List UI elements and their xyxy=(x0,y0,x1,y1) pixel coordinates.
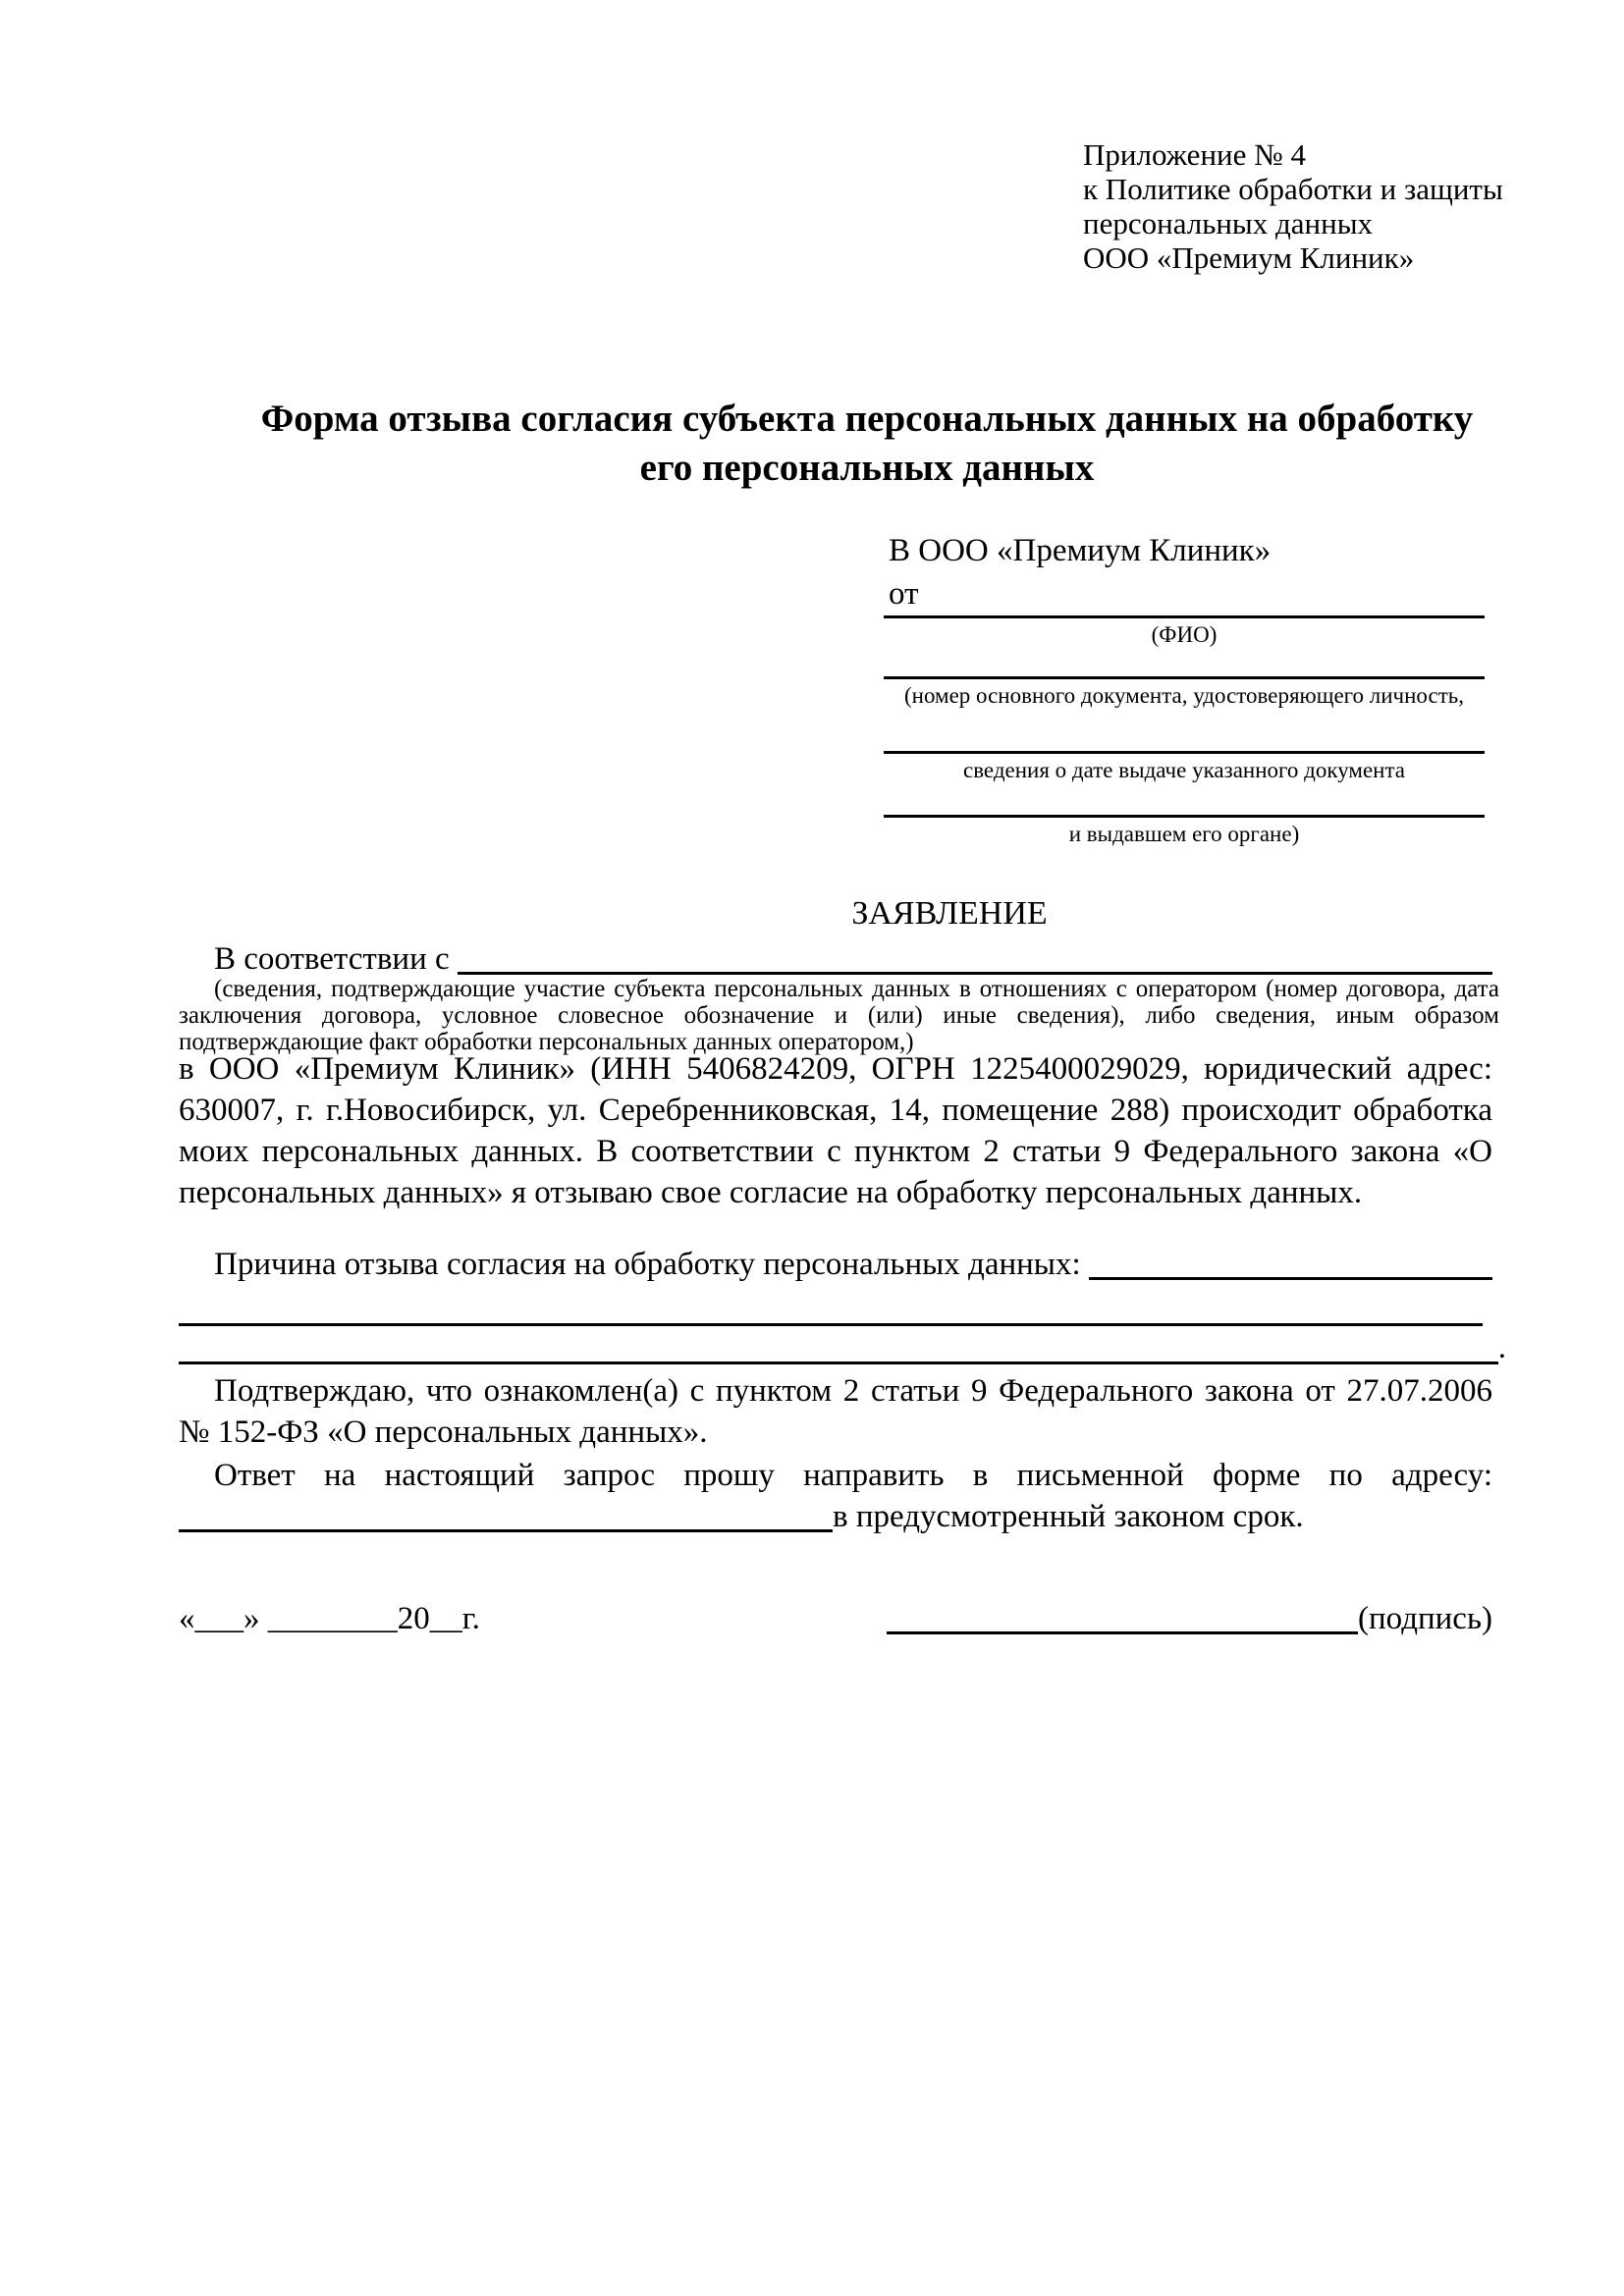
reason-line xyxy=(179,1244,1492,1285)
reason-lead-text: Причина отзыва согласия на обработку персональных данных: xyxy=(214,1247,1089,1282)
reason-line-period: . xyxy=(1497,1330,1506,1365)
answer-address-row xyxy=(179,1496,1492,1537)
address-blank-line xyxy=(179,1529,833,1532)
reason-blank-line-2 xyxy=(179,1323,1483,1326)
statement-heading: ЗАЯВЛЕНИЕ xyxy=(851,895,1048,932)
answer-request-line: Ответ на настоящий запрос прошу направить в письменной форме по адресу: xyxy=(214,1458,1492,1493)
intro-line xyxy=(179,938,1492,980)
answer-suffix-text: в предусмотренный законом срок. xyxy=(833,1499,1304,1534)
date-blank-text: «___» ________20__г. xyxy=(179,1601,480,1636)
issue-date-caption: сведения о дате выдаче указанного документа xyxy=(962,758,1406,782)
addressee-from-label: от xyxy=(889,576,919,612)
reason-blank-line xyxy=(1089,1277,1492,1280)
intro-caption: (сведения, подтверждающие участие субъекта персональных данных в отношениях с оператором (номер договора, дата заключения договора, условное словесное обозначение и (или) иные сведения), либо сведения, иным образом подтверждающие факт обработки персональных данных оператором,) xyxy=(179,976,1499,1055)
signature-caption: (подпись) xyxy=(1358,1601,1492,1636)
appendix-line-2: к Политике обработки и защиты xyxy=(1083,172,1503,206)
issuing-authority-caption: и выдавшем его органе) xyxy=(1068,822,1300,846)
appendix-line-4: ООО «Премиум Клиник» xyxy=(1083,240,1415,275)
fio-blank-line xyxy=(884,615,1485,618)
issue-date-blank-line xyxy=(884,751,1485,754)
document-title-line-1: Форма отзыва согласия субъекта персональных данных на обработку xyxy=(260,398,1474,440)
appendix-note xyxy=(1083,137,1503,275)
document-number-caption: (номер основного документа, удостоверяющего личность, xyxy=(903,683,1464,708)
appendix-line-1: Приложение № 4 xyxy=(1083,137,1306,172)
signature-blank-line xyxy=(887,1631,1358,1634)
intro-blank-line xyxy=(458,972,1492,975)
document-title xyxy=(0,395,1624,493)
fio-caption: (ФИО) xyxy=(1151,622,1218,647)
reason-blank-line-3 xyxy=(179,1362,1498,1364)
appendix-line-3: персональных данных xyxy=(1083,206,1374,240)
date-signature-row xyxy=(179,1598,1492,1639)
document-title-line-2: его персональных данных xyxy=(639,447,1095,489)
issuing-authority-blank-line xyxy=(884,815,1485,818)
intro-lead-text: В соответствии с xyxy=(214,941,458,977)
signature-area xyxy=(887,1598,1492,1639)
document-number-blank-line xyxy=(884,676,1485,679)
confirmation-paragraph: Подтверждаю, что ознакомлен(а) с пунктом 2 статьи 9 Федерального закона от 27.07.2006 № 152-ФЗ «О персональных данных». xyxy=(179,1373,1492,1450)
addressee-organization: В ООО «Премиум Клиник» xyxy=(889,533,1272,568)
statement-body-paragraph: в ООО «Премиум Клиник» (ИНН 5406824209, ОГРН 1225400029029, юридический адрес: 630007, г. г.Новосибирск, ул. Серебренниковская, 14, помещение 288) происходит обработка моих персональных данных. В соответствии с пунктом 2 статьи 9 Федерального закона «О персональных данных» я отзываю свое согласие на обработку персональных данных. xyxy=(179,1051,1492,1210)
reason-blank-line-3-row xyxy=(179,1327,1506,1368)
